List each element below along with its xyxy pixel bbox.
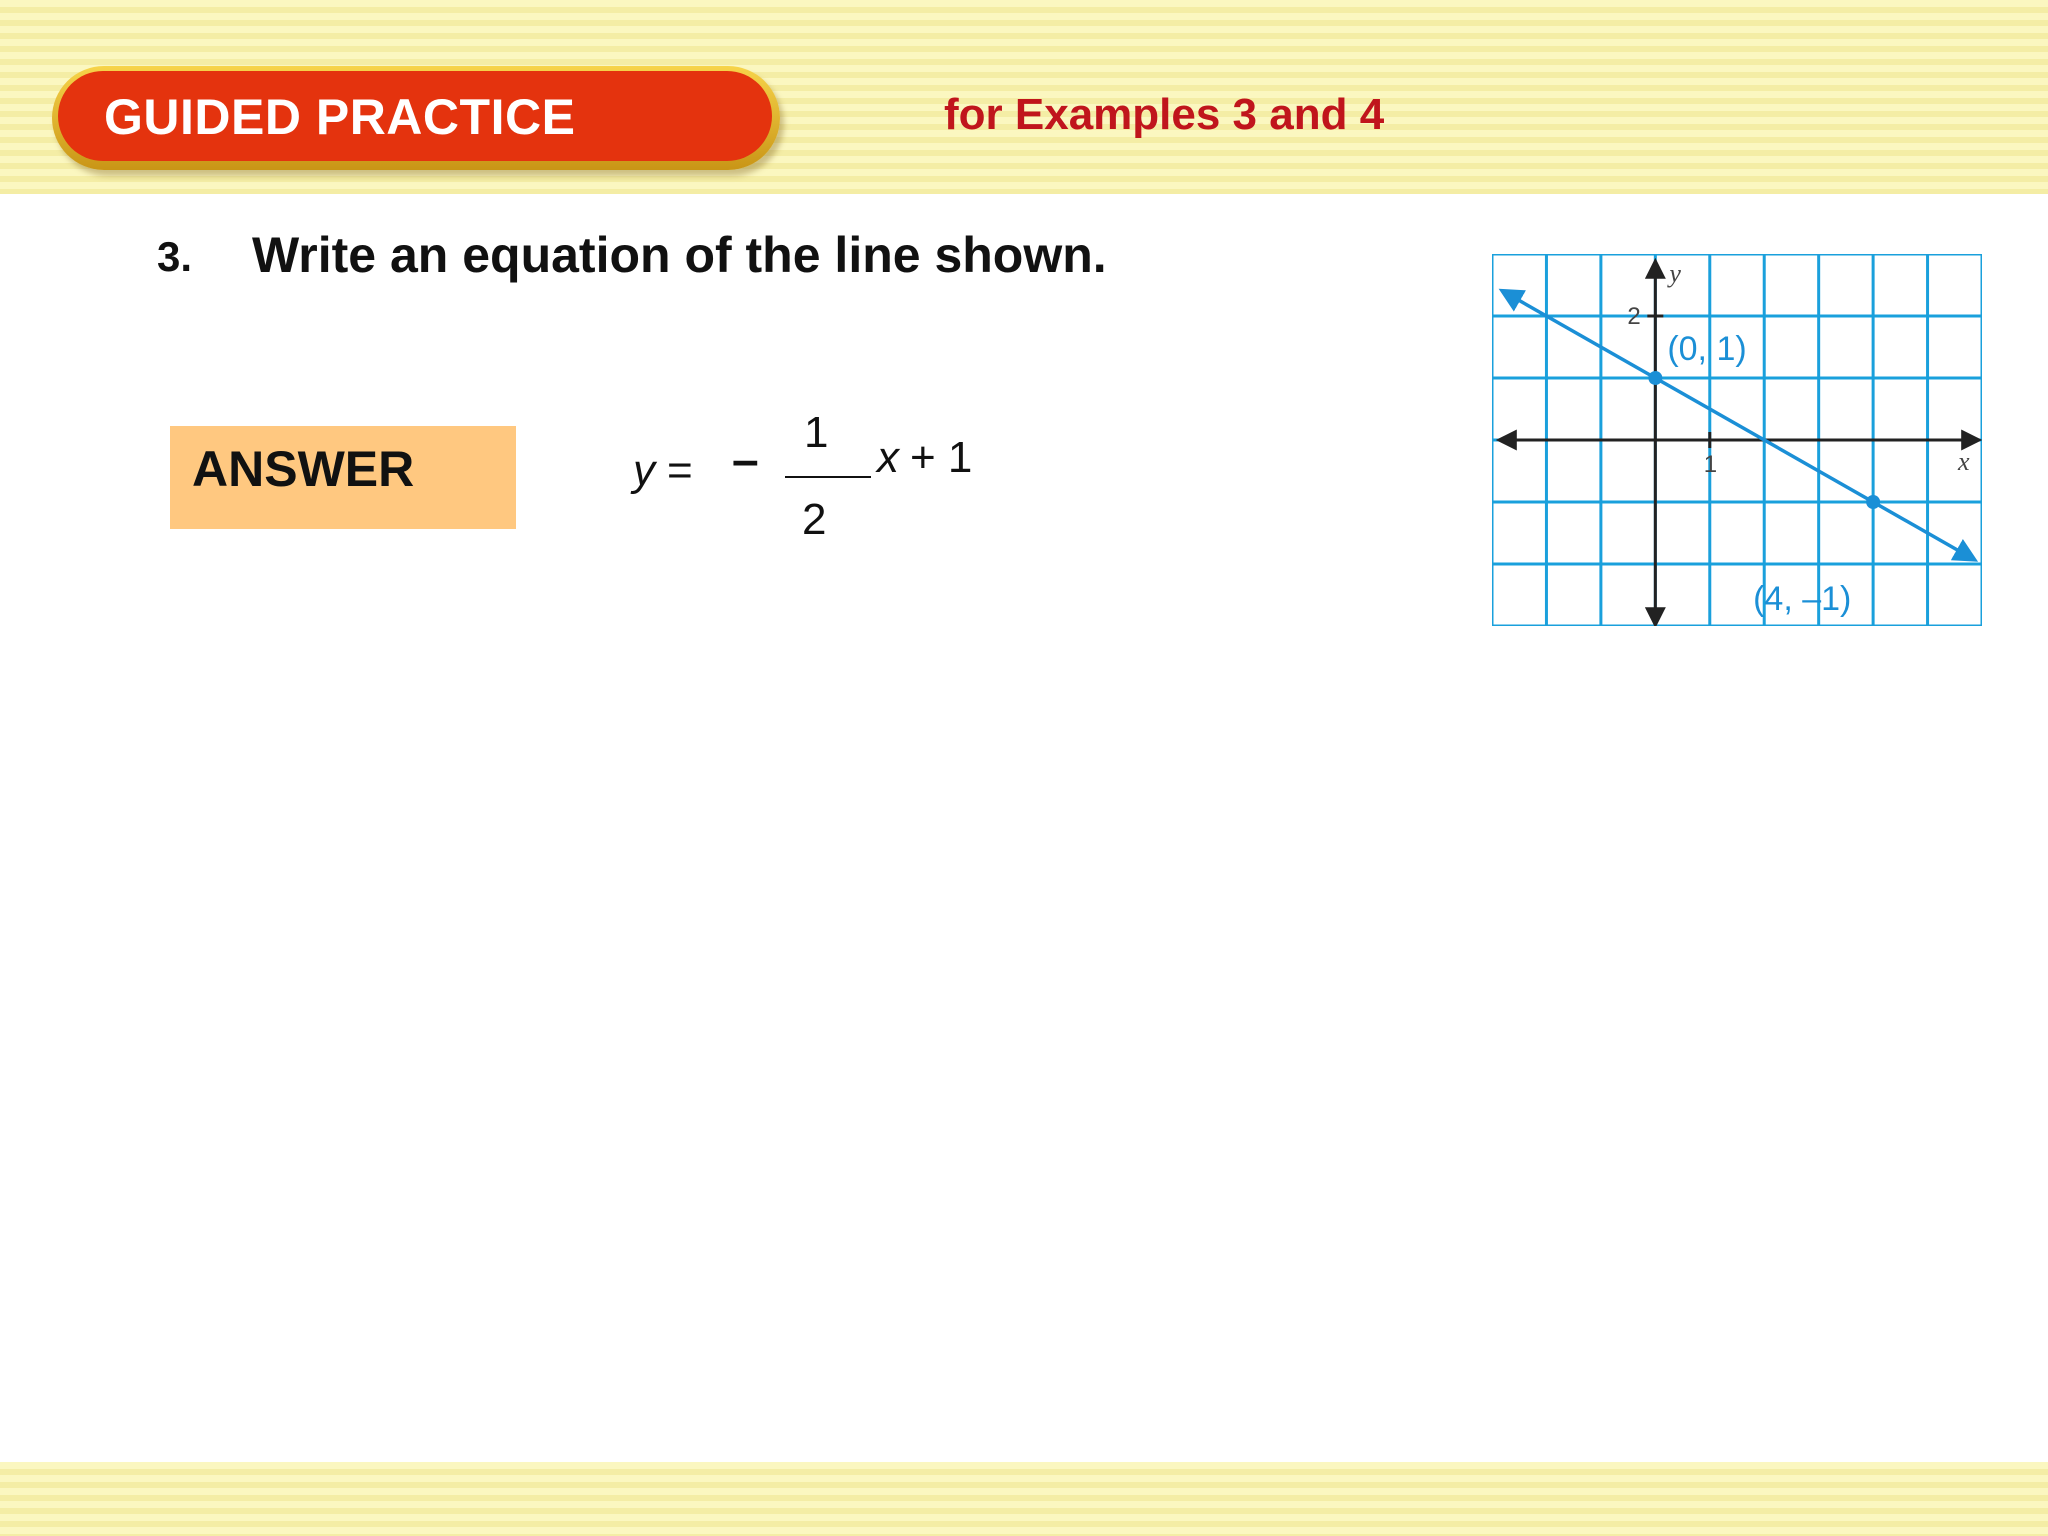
question-number: 3. bbox=[157, 233, 193, 280]
fraction-denominator: 2 bbox=[802, 495, 827, 544]
answer-label: ANSWER bbox=[192, 441, 415, 497]
graph-point bbox=[1648, 371, 1662, 385]
answer-box bbox=[170, 426, 516, 529]
question-text: Write an equation of the line shown. bbox=[252, 227, 1107, 283]
point-label: (4, –1) bbox=[1753, 580, 1852, 618]
point-label: (0, 1) bbox=[1667, 330, 1747, 368]
equation-constant: + 1 bbox=[910, 433, 973, 482]
y-tick-label: 2 bbox=[1627, 303, 1641, 330]
fraction-numerator: 1 bbox=[804, 408, 829, 457]
guided-practice-banner bbox=[52, 66, 780, 170]
graph-point bbox=[1866, 495, 1880, 509]
equation-variable: x bbox=[877, 433, 899, 482]
banner-inner bbox=[58, 71, 772, 161]
x-axis-label: x bbox=[1958, 447, 1970, 476]
x-tick-label: 1 bbox=[1703, 451, 1718, 478]
equation-equals: = bbox=[667, 446, 693, 495]
equation-lhs: y bbox=[633, 446, 655, 495]
coordinate-graph bbox=[1492, 254, 1982, 626]
fraction-bar bbox=[785, 476, 871, 478]
equation-sign: – bbox=[732, 434, 759, 487]
banner-title: GUIDED PRACTICE bbox=[104, 89, 576, 145]
y-axis-label: y bbox=[1669, 259, 1681, 288]
footer-band bbox=[0, 1462, 2048, 1536]
examples-subtitle: for Examples 3 and 4 bbox=[944, 90, 1385, 139]
